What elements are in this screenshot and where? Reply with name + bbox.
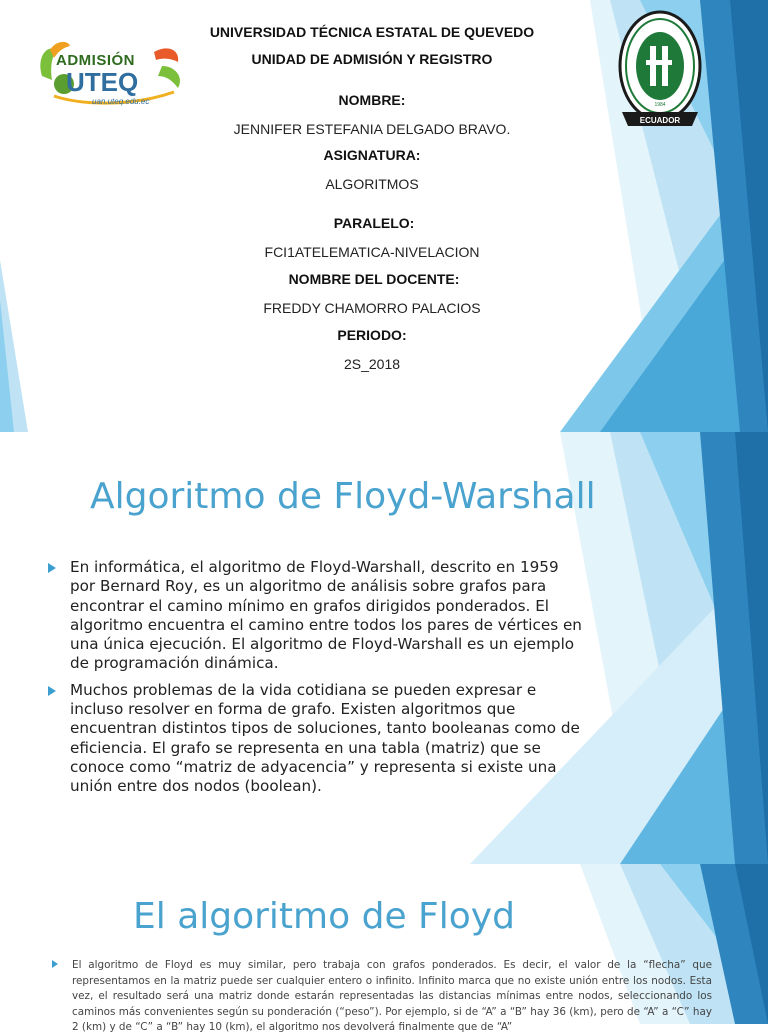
field-label-asignatura: ASIGNATURA: <box>323 147 421 163</box>
bullet-text: En informática, el algoritmo de Floyd-Warshall, descrito en 1959 por Bernard Roy, es un algoritmo de análisis sobre grafos para encontrar el camino mínimo en grafos dirigidos ponderados. El algoritmo encuentra el camino entre todos los pares de vértices en una única ejecución. El algoritmo de Floyd-Warshall es un ejemplo de programación dinámica. <box>70 558 582 673</box>
bullet-triangle-icon <box>52 960 58 968</box>
slide-title-floyd-warshall: Algoritmo de Floyd-Warshall <box>90 476 596 517</box>
university-name: UNIVERSIDAD TÉCNICA ESTATAL DE QUEVEDO <box>209 24 535 40</box>
field-label-nombre: NOMBRE: <box>338 92 406 108</box>
bullet-item <box>52 958 712 1036</box>
field-value-periodo: 2S_2018 <box>343 356 401 372</box>
seal-banner: ECUADOR <box>639 116 681 125</box>
logo-line2: UTEQ <box>66 67 139 97</box>
admision-uteq-logo <box>34 36 188 110</box>
bullet-triangle-icon <box>48 563 56 573</box>
unit-name: UNIDAD DE ADMISIÓN Y REGISTRO <box>251 51 493 67</box>
field-value-paralelo: FCI1ATELEMATICA-NIVELACION <box>264 244 480 260</box>
field-label-docente: NOMBRE DEL DOCENTE: <box>288 271 460 287</box>
field-value-asignatura: ALGORITMOS <box>325 176 419 192</box>
slide-floyd-warshall <box>0 432 768 864</box>
field-label-paralelo: PARALELO: <box>333 215 415 231</box>
slide-cover <box>0 0 768 432</box>
university-seal <box>612 8 708 134</box>
field-value-docente: FREDDY CHAMORRO PALACIOS <box>263 300 481 316</box>
slide-title-floyd: El algoritmo de Floyd <box>133 896 515 937</box>
logo-url: uan.uteq.edu.ec <box>92 97 150 106</box>
field-value-nombre: JENNIFER ESTEFANIA DELGADO BRAVO. <box>233 121 511 137</box>
bullet-item <box>48 681 584 797</box>
bullet-list <box>52 958 712 1036</box>
bullet-list <box>48 558 584 804</box>
slide-floyd <box>0 864 768 1034</box>
bullet-text: El algoritmo de Floyd es muy similar, pero trabaja con grafos ponderados. Es decir, el valor de la “flecha” que representamos en la matriz puede ser cualquier entero o infinito. Infinito marca que no existe unión entre los nodos. Esta vez, el resultado será una matriz donde estarán representadas las distancias mínimas entre nodos, seleccionando los caminos más convenientes según su ponderación (“peso”). Por ejemplo, si de “A” a “B” hay 36 (km), pero de “A” a “C” hay 2 (km) y de “C” a “B” hay 10 (km), el algoritmo nos devolverá finalmente que de “A” <box>72 959 712 1034</box>
bullet-item <box>48 558 584 674</box>
logo-line1: ADMISIÓN <box>56 52 135 69</box>
seal-year: 1984 <box>654 102 666 108</box>
field-label-periodo: PERIODO: <box>337 327 407 343</box>
bullet-text: Muchos problemas de la vida cotidiana se pueden expresar e incluso resolver en forma de grafo. Existen algoritmos que encuentran distintos tipos de soluciones, tanto booleanas como de eficiencia. El grafo se representa en una tabla (matriz) que se conoce como “matriz de adyacencia” y representa si existe una unión entre dos nodos (boolean). <box>70 680 580 796</box>
bullet-triangle-icon <box>48 686 56 696</box>
seal-icon <box>612 8 708 134</box>
